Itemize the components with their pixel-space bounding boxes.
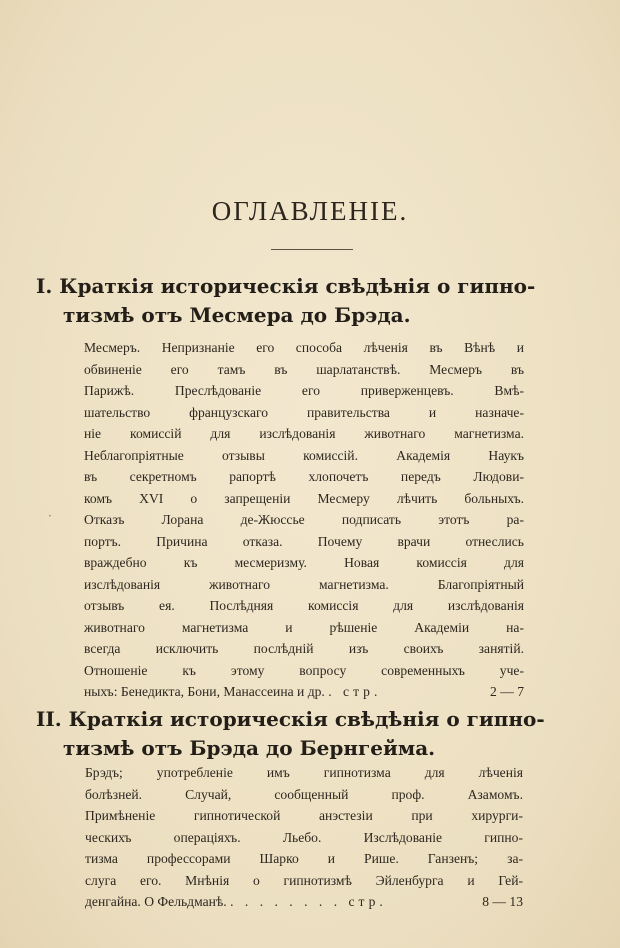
page-range: 8 — 13 [482,894,523,909]
summary-line: животнаго магнетизма и рѣшеніе Академіи на- [84,619,524,635]
summary-line: Примѣненіе гипнотической анэстезіи при хирурги- [85,808,523,823]
section-2-heading [36,705,584,763]
summary-line: слуга его. Мнѣнія о гипнотизмѣ Эйленбурга и Гей- [85,872,523,888]
summary-line: болѣзней. Случай, сообщенный проф. Азамомъ. [85,786,523,802]
summary-line-text: ныхъ: Бенедикта, Бони, Манассеина и др. [84,684,325,699]
summary-line: обвиненіе его тамъ въ шарлатанствѣ. Месмеръ въ [84,361,524,377]
toc-title: ОГЛАВЛЕНІЕ. [211,196,409,226]
section-2-summary [85,762,523,913]
summary-line: шательство французскаго правительства и назначе- [84,404,524,420]
summary-line: враждебно къ месмеризму. Новая комиссія для [84,555,524,570]
summary-line-text: денгайна. О Фельдманѣ. [85,894,227,909]
section-1-heading [36,272,584,330]
summary-line: Парижѣ. Преслѣдованіе его приверженцевъ. Вмѣ- [84,383,524,398]
summary-line: изслѣдованія животнаго магнетизма. Благопріятный [84,576,524,592]
summary-last-line [85,891,523,913]
leader-dots: . . . . . . . . стр. [230,894,387,909]
section-1-summary [84,337,524,703]
summary-line: Отношеніе къ этому вопросу современныхъ уче- [84,662,524,678]
summary-line: портъ. Причина отказа. Почему врачи отнеслись [84,533,524,549]
section-2-heading-line-1: II. Краткія историческія свѣдѣнія о гипно- [36,707,545,731]
summary-line: комъ XVI о запрещеніи Месмеру лѣчить больныхъ. [84,490,524,506]
summary-line: въ секретномъ рапортѣ хлопочетъ передъ Людови- [84,469,524,484]
summary-line: Брэдъ; употребленіе имъ гипнотизма для лѣченія [85,765,523,780]
leader-dots: . стр. [328,684,382,699]
title-divider [271,249,353,250]
summary-last-line [84,681,524,703]
summary-line: отзывъ ея. Послѣдняя комиссія для изслѣдованія [84,598,524,613]
summary-line: Неблагопріятные отзывы комиссій. Академія Наукъ [84,447,524,463]
page-range: 2 — 7 [490,684,524,699]
summary-line: всегда исключить послѣдній изъ своихъ занятій. [84,641,524,656]
summary-line: Отказъ Лорана де-Жюссье подписать этотъ ра- [84,512,524,527]
section-1-heading-line-2: тизмѣ отъ Месмера до Брэда. [63,303,411,327]
summary-line: ніе комиссій для изслѣдованія животнаго магнетизма. [84,426,524,441]
summary-line: ческихъ операціяхъ. Льебо. Изслѣдованіе гипно- [85,829,523,845]
margin-mark: · [48,509,52,523]
section-2-heading-line-2: тизмѣ отъ Брэда до Бернгейма. [63,736,436,760]
summary-line: тизма профессорами Шарко и Рише. Ганзенъ; за- [85,851,523,866]
summary-line: Месмеръ. Непризнаніе его способа лѣченія въ Вѣнѣ и [84,340,524,355]
section-1-heading-line-1: I. Краткія историческія свѣдѣнія о гипно- [36,274,536,298]
